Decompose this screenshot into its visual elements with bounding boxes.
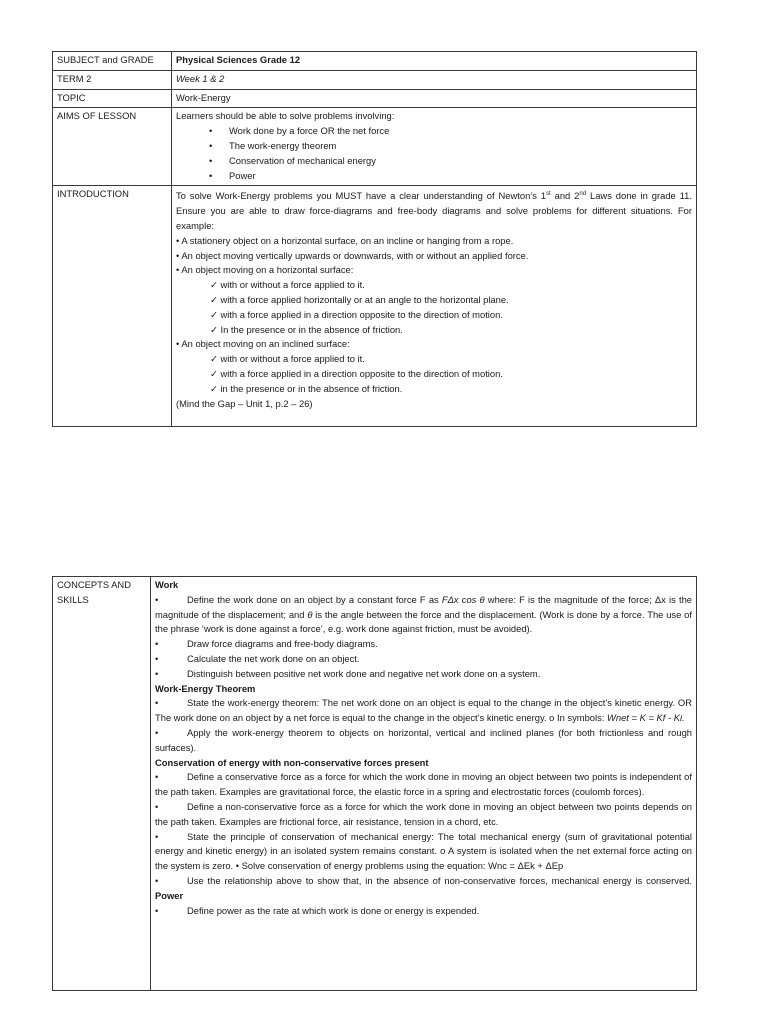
intro-line: • An object moving on a horizontal surface: [176,264,354,276]
table-row [53,52,697,71]
bullet: • [155,830,159,842]
work-energy-formula: Wnet = K = Kf - Ki. [607,712,685,724]
intro-check-line: ✓ in the presence or in the absence of friction. [210,382,403,394]
intro-cell [172,186,697,427]
work-item [155,637,692,652]
table-row [53,108,697,186]
intro-check-line: ✓ with or without a force applied to it. [210,353,365,365]
intro-label: INTRODUCTION [53,186,172,427]
list-item: • Power [209,169,692,184]
power-item [155,904,692,919]
work-item [155,652,692,667]
work-energy-item [155,726,692,756]
intro-text: Laws done in grade 11. Ensure you are able to draw force-diagrams and free-body diagrams and solve problems for different situations. For example: [176,190,692,232]
conservation-item-text: Define a non-conservative force as a force for which the work done in moving an object between two points depends on the path taken. Examples are frictional force, air resistance, tension in a chord, etc. [155,800,692,827]
theta-symbol: θ [307,608,313,620]
reference-line: (Mind the Gap – Unit 1, p.2 – 26) [176,397,313,409]
intro-text: To solve Work-Energy problems you MUST have a clear understanding of Newton’s 1 [176,190,547,202]
bullet: • [155,726,159,738]
work-energy-item-text: Apply the work-energy theorem to objects on horizontal, vertical and inclined planes (for both frictionless and rough surfaces). [155,726,692,753]
work-energy-heading: Work-Energy Theorem [155,682,256,694]
term-label: TERM 2 [53,70,172,89]
conservation-item-text: Define a conservative force as a force for which the work done in moving an object between two points is independent of the path taken. Examples are gravitational force, the elastic force in a spring and electrostatic forces (coulomb forces). [155,771,692,798]
bullet: • [155,638,159,650]
concepts-table [52,576,697,991]
bullet: • [155,904,159,916]
list-item: • Conservation of mechanical energy [209,154,692,169]
intro-text: and 2 [550,190,580,202]
term-value: Week 1 & 2 [172,70,697,89]
bullet: • [155,771,159,783]
table-row [53,577,697,991]
work-item-text: Calculate the net work done on an object. [187,652,360,664]
subject-label: SUBJECT and GRADE [53,52,172,71]
bullet: • [155,697,159,709]
work-heading: Work [155,579,179,590]
work-item-text: Define the work done on an object by a constant force F as [187,593,439,605]
bullet: • [155,667,159,679]
intro-check-line: ✓ with a force applied in a direction opposite to the direction of motion. [210,368,503,380]
topic-value: Work-Energy [172,89,697,108]
intro-check-line: ✓ with a force applied horizontally or at an angle to the horizontal plane. [210,294,509,306]
conservation-item [155,874,692,904]
work-item [155,667,692,682]
concepts-cell [151,577,697,991]
bullet: • [155,593,159,605]
aims-cell [172,108,697,186]
intro-paragraph [176,187,692,234]
conservation-item-text: Use the relationship above to show that, in the absence of non-conservative forces, mechanical energy is conserved. [187,874,692,886]
conservation-item-text: State the principle of conservation of mechanical energy: The total mechanical energy (sum of gravitational potential energy and kinetic energy) in an isolated system remains constant. o A system is isolated when the net external force acting on the system is zero. • Solve conservation of energy problems using the equation: Wnc = ΔEk + ΔEp [155,830,692,872]
list-item: • Work done by a force OR the net force [209,124,692,139]
power-heading: Power [155,889,184,901]
intro-check-line: ✓ with or without a force applied to it. [210,279,365,291]
bullet: • [155,652,159,664]
aims-list [176,124,692,183]
table-row [53,70,697,89]
intro-check-line: ✓ In the presence or in the absence of friction. [210,323,403,335]
work-energy-item [155,696,692,726]
aims-label: AIMS OF LESSON [53,108,172,186]
work-item-text: Distinguish between positive net work done and negative net work done on a system. [187,667,541,679]
work-energy-item-text: State the work-energy theorem: The net work done on an object is equal to the change in the object’s kinetic energy. OR The work done on an object by a net force is equal to the change in the object’s kinetic energy. o In symbols: [155,697,692,724]
intro-line: • An object moving vertically upwards or downwards, with or without an applied force. [176,249,529,261]
conservation-item [155,830,692,874]
aims-intro: Learners should be able to solve problems involving: [176,110,395,122]
table-row [53,89,697,108]
subject-value: Physical Sciences Grade 12 [172,52,697,71]
work-formula: FΔx cos θ [441,593,485,605]
work-item [155,593,692,637]
superscript: nd [579,191,587,198]
work-item-text: is the angle between the force and the displacement. (Work is done by a force. The use of the phrase ‘work is done against a force’, e.g. work done against friction, must be avoided). [155,608,692,635]
concepts-label: CONCEPTS AND SKILLS [53,577,151,991]
list-item: • The work-energy theorem [209,139,692,154]
bullet: • [155,800,159,812]
work-item-text: Draw force diagrams and free-body diagrams. [187,638,378,650]
intro-line: • An object moving on an inclined surface: [176,338,350,350]
superscript: st [546,191,551,198]
table-row [53,186,697,427]
bullet: • [155,874,159,886]
conservation-item [155,770,692,800]
intro-check-line: ✓ with a force applied in a direction opposite to the direction of motion. [210,308,503,320]
topic-label: TOPIC [53,89,172,108]
power-item-text: Define power as the rate at which work is done or energy is expended. [187,904,480,916]
lesson-overview-table [52,51,697,427]
conservation-heading: Conservation of energy with non-conservative forces present [155,756,429,768]
work-item-text: where: F is the magnitude of the force; Δx is the magnitude of the displacement; and [155,593,693,620]
conservation-item [155,800,692,830]
intro-line: • A stationery object on a horizontal surface, on an incline or hanging from a rope. [176,234,514,246]
